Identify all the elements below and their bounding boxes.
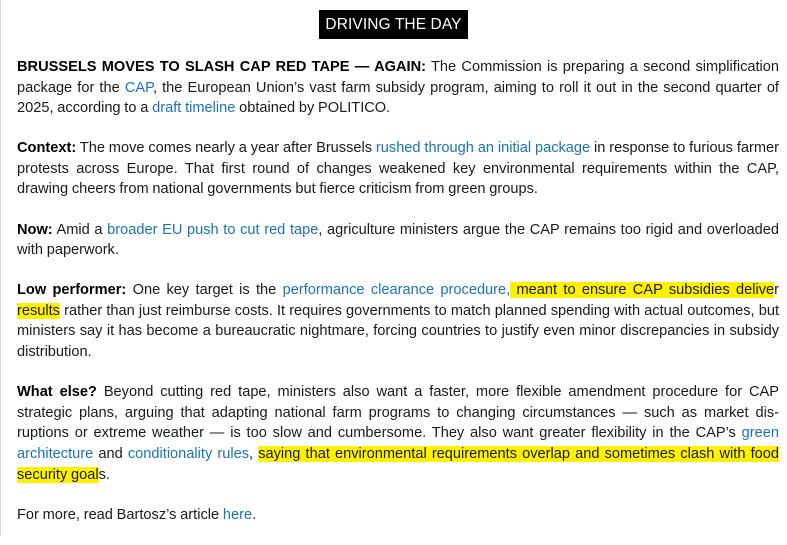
link-conditionality-rules[interactable]: conditionality rules [127, 445, 250, 462]
lead-heading: What else? [17, 384, 97, 401]
body-text: One key target is the [126, 282, 283, 299]
paragraph-what-else [17, 382, 779, 485]
paragraph-brussels [17, 57, 779, 119]
body-text: , agriculture ministers argue the CAP remains too rigid and overloaded with paperwork. [17, 221, 779, 259]
body-text: , [249, 445, 259, 462]
body-text: The move comes nearly a year after Brussels [76, 140, 376, 157]
paragraph-low-performer [17, 280, 779, 362]
link-draft-timeline[interactable]: draft timeline [152, 100, 236, 117]
body-text: , the European Union’s vast farm subsidy program, aiming to roll it out in the second quarter of 2025, according to a [17, 79, 779, 117]
frame-border [0, 0, 1, 536]
highlighted-text: saying that environmental requirements overlap and sometimes clash with food security goal [17, 445, 779, 483]
body-text: For more, read Bartosz’s article [17, 506, 223, 523]
paragraph-now [17, 220, 779, 261]
body-text: s. [98, 466, 110, 483]
link-initial-package[interactable]: rushed through an initial package [375, 140, 591, 157]
body-text: . [252, 506, 257, 523]
body-text: in response to furious farmer protests across Europe. That first round of changes weakened key environmental requirements within the CAP, drawing cheers from national governments but fierce criticism from green groups. [17, 140, 779, 198]
lead-heading: Low performer: [17, 282, 127, 299]
link-performance-clearance[interactable]: performance clearance procedure, [282, 282, 511, 299]
body-text: obtained by POLITICO. [235, 100, 391, 117]
lead-heading: BRUSSELS MOVES TO SLASH CAP RED TAPE — AGAIN: [17, 59, 426, 75]
section-header: DRIVING THE DAY [319, 10, 467, 39]
highlighted-text: results [17, 302, 60, 319]
body-text: Beyond cutting red tape, ministers also want a faster, more flexible amendment procedure for CAP strategic plans, arguing that adapting national farm programs to changing circumstances — such as market dis-ruptions or extreme weather — is too slow and cumbersome. They also want greater flexibility in the CAP’s [17, 384, 779, 442]
body-text: r [774, 282, 780, 299]
link-here[interactable]: here [222, 506, 253, 523]
header-wrap [0, 0, 787, 39]
paragraph-context [17, 138, 779, 200]
lead-heading: Now: [17, 221, 53, 238]
article-body [17, 57, 779, 545]
paragraph-more [17, 505, 779, 526]
body-text: Amid a [52, 221, 108, 238]
body-text: rather than just reimburse costs. It requires governments to match planned spending with actual outcomes, but ministers say it has become a bureaucratic nightmare, forcing countries to justify even minor discrepancies in subsidy distribution. [17, 302, 779, 361]
link-green-architecture[interactable]: green architecture [17, 425, 779, 462]
lead-heading: Context: [17, 140, 77, 157]
highlighted-text: meant to ensure CAP subsidies delive [510, 282, 775, 299]
body-text: and [93, 445, 128, 462]
body-text: The Commission is preparing a second simplification package for the [17, 59, 780, 96]
link-red-tape-push[interactable]: broader EU push to cut red tape [107, 221, 319, 238]
link-cap[interactable]: CAP [124, 79, 153, 96]
